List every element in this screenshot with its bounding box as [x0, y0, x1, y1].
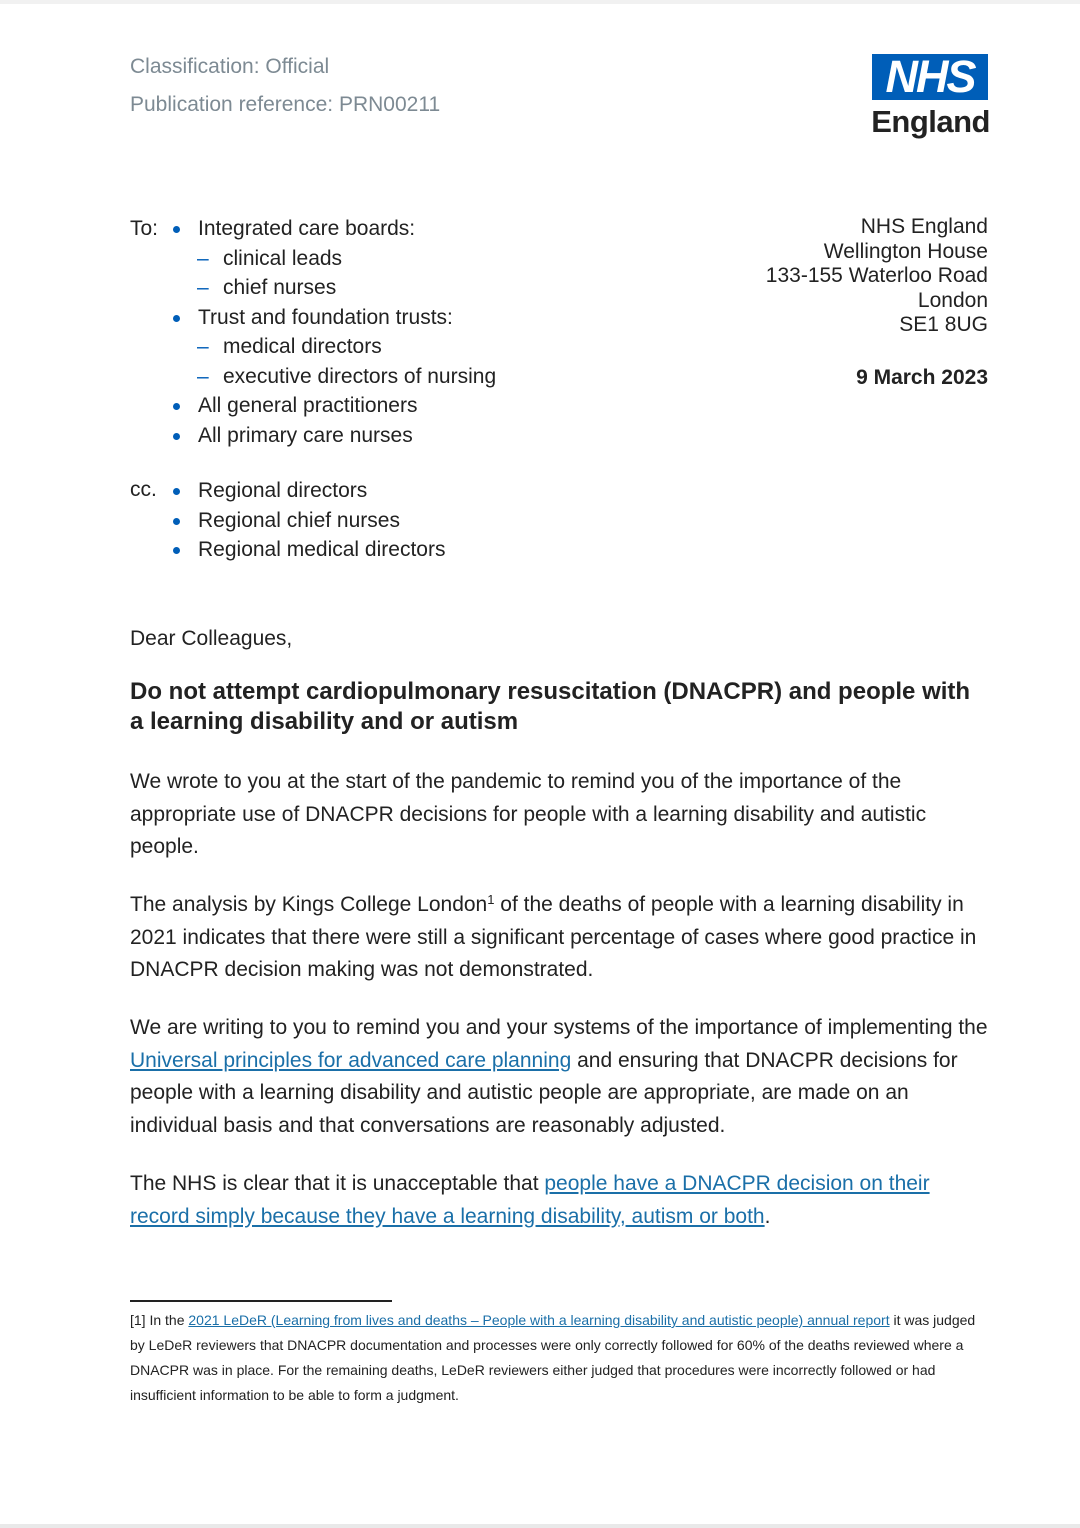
footnote-ref[interactable]: 1 [487, 892, 495, 907]
sender-address [700, 215, 988, 338]
dash-marker: – [197, 246, 209, 270]
address-line: Wellington House [823, 239, 988, 263]
recipient-item [170, 303, 496, 333]
footnote-text: [1] In the [130, 1312, 189, 1328]
recipient-item [170, 476, 445, 506]
dash-marker: – [197, 364, 209, 388]
recipient-item [170, 421, 496, 451]
footnote [130, 1308, 990, 1408]
address-line: SE1 8UG [899, 313, 988, 336]
recipient-text: medical directors [223, 335, 382, 358]
address-line: NHS England [860, 215, 988, 238]
recipient-subitem [170, 362, 496, 392]
top-edge [0, 0, 1080, 4]
recipient-subitem [170, 244, 496, 274]
paragraph-4 [130, 1168, 990, 1233]
leder-report-link[interactable]: 2021 LeDeR (Learning from lives and deaths – People with a learning disability and autistic people) annual report [188, 1312, 890, 1328]
to-label: To: [130, 217, 159, 240]
paragraph-1: We wrote to you at the start of the pandemic to remind you of the importance of the appropriate use of DNACPR decisions for people with a learning disability and autistic people. [130, 770, 927, 858]
recipient-subitem [170, 273, 496, 303]
paragraph-3 [130, 1012, 990, 1142]
universal-principles-link[interactable]: Universal principles for advanced care planning [130, 1048, 572, 1072]
recipient-item [170, 506, 445, 536]
nhs-logo-england: England [871, 104, 990, 139]
recipient-subitem [170, 332, 496, 362]
paragraph-2 [130, 889, 990, 987]
recipient-text: Regional chief nurses [198, 508, 400, 532]
recipient-text: Integrated care boards: [198, 217, 416, 240]
recipient-item [170, 535, 445, 565]
dash-marker: – [197, 276, 209, 299]
paragraph-4-text: The NHS is clear that it is unacceptable that [130, 1172, 545, 1195]
paragraph-3-text: We are writing to you to remind you and your systems of the importance of implementing the [130, 1016, 988, 1039]
recipient-text: executive directors of nursing [223, 364, 497, 388]
address-line: 133-155 Waterloo Road [765, 264, 988, 287]
publication-reference: Publication reference: PRN00211 [130, 93, 441, 116]
letter-title: Do not attempt cardiopulmonary resuscitation (DNACPR) and people with a learning disability and or autism [130, 678, 971, 735]
paragraph-2-text-cont: of the deaths of people with a learning disability in 2021 indicates that there were still a significant percentage of cases where good practice in DNACPR decision making was not demonstrated. [130, 893, 977, 981]
recipient-text: All primary care nurses [198, 423, 413, 447]
bottom-edge [0, 1524, 1080, 1528]
recipient-text: Regional directors [198, 479, 368, 502]
paragraph-4-text-cont: . [764, 1204, 771, 1228]
dnacpr-statement-link[interactable]: people have a DNACPR decision on their record simply because they have a learning disability, autism or both [130, 1172, 930, 1228]
recipient-item [170, 214, 496, 244]
footnote-divider [130, 1300, 392, 1302]
paragraph-2-text: The analysis by Kings College London [130, 893, 488, 916]
recipient-text: All general practitioners [198, 394, 418, 417]
to-recipient-list [170, 214, 496, 450]
recipient-item [170, 391, 496, 421]
paragraph-3-text-cont: and ensuring that DNACPR decisions for people with a learning disability and autistic people are appropriate, are made on an individual basis and that conversations are reasonably adjusted. [130, 1048, 958, 1137]
dash-marker: – [197, 335, 209, 358]
footnote-text-cont: it was judged by LeDeR reviewers that DNACPR documentation and processes were only correctly followed for 60% of the deaths reviewed where a DNACPR was in place. For the remaining deaths, LeDeR reviewers either judged that procedures were incorrectly followed or had insufficient information to be able to form a judgment. [130, 1312, 976, 1403]
recipient-text: chief nurses [223, 276, 337, 299]
cc-label: cc. [130, 478, 157, 501]
recipient-text: clinical leads [223, 246, 343, 270]
cc-recipient-list [170, 476, 445, 565]
letter-date: 9 March 2023 [856, 366, 988, 389]
recipient-text: Trust and foundation trusts: [198, 305, 453, 329]
address-line: London [917, 288, 988, 312]
salutation: Dear Colleagues, [130, 627, 293, 650]
nhs-logo: NHS [872, 54, 988, 100]
recipient-text: Regional medical directors [198, 538, 446, 561]
classification-label: Classification: Official [130, 55, 330, 78]
